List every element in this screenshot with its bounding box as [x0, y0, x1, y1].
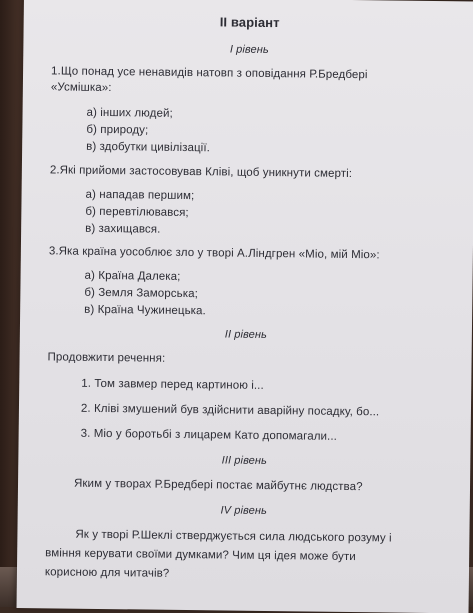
- level-3-question: Яким у творах Р.Бредбері постає майбутнє людства?: [73, 477, 363, 494]
- level-4-question-line-1: Як у творі Р.Шеклі стверджується сила людського розуму і: [75, 528, 392, 545]
- question-2-line-1: 2.Які прийоми застосовував Кліві, щоб уникнути смерті:: [49, 164, 353, 181]
- question-1-option-b: б) природу;: [86, 123, 149, 137]
- sentence-3: 3. Міо у боротьбі з лицарем Като допомагали...: [80, 427, 338, 443]
- level-4-heading: IV рівень: [220, 504, 267, 518]
- test-sheet: [17, 0, 473, 613]
- variant-title: II варіант: [219, 14, 280, 31]
- question-2-option-c: в) захищався.: [85, 222, 161, 236]
- question-3-option-b: б) Земля Заморська;: [84, 286, 199, 301]
- level-3-heading: III рівень: [221, 454, 268, 468]
- sentence-1: 1. Том завмер перед картиною і...: [81, 377, 264, 392]
- level-4-question-line-2: вміння керувати своїми думками? Чим ця ідея може бути: [45, 547, 356, 564]
- level-1-heading: I рівень: [229, 43, 269, 56]
- question-1-line-1: 1.Що понад усе ненавидів натовп з оповідання Р.Бредбері: [51, 65, 368, 82]
- question-1-option-c: в) здобутки цивілізації.: [86, 140, 211, 155]
- level-4-question-line-3: корисною для читачів?: [44, 566, 170, 580]
- question-1-line-2: «Усмішка»:: [50, 81, 112, 95]
- question-3-option-a: а) Країна Далека;: [84, 269, 181, 283]
- question-3-line-1: 3.Яка країна уособлює зло у творі А.Ліндгрен «Міо, мій Міо»:: [48, 245, 380, 262]
- question-2-option-b: б) перевтілювався;: [85, 205, 189, 220]
- question-2-option-a: а) нападав першим;: [85, 188, 195, 203]
- continue-sentences-label: Продовжити речення:: [47, 351, 166, 365]
- question-3-option-c: в) Країна Чужинецька.: [84, 303, 206, 318]
- question-1-option-a: а) інших людей;: [86, 106, 173, 120]
- level-2-heading: II рівень: [224, 328, 267, 341]
- sentence-2: 2. Кліві змушений був здійснити аварійну посадку, бо...: [80, 402, 380, 419]
